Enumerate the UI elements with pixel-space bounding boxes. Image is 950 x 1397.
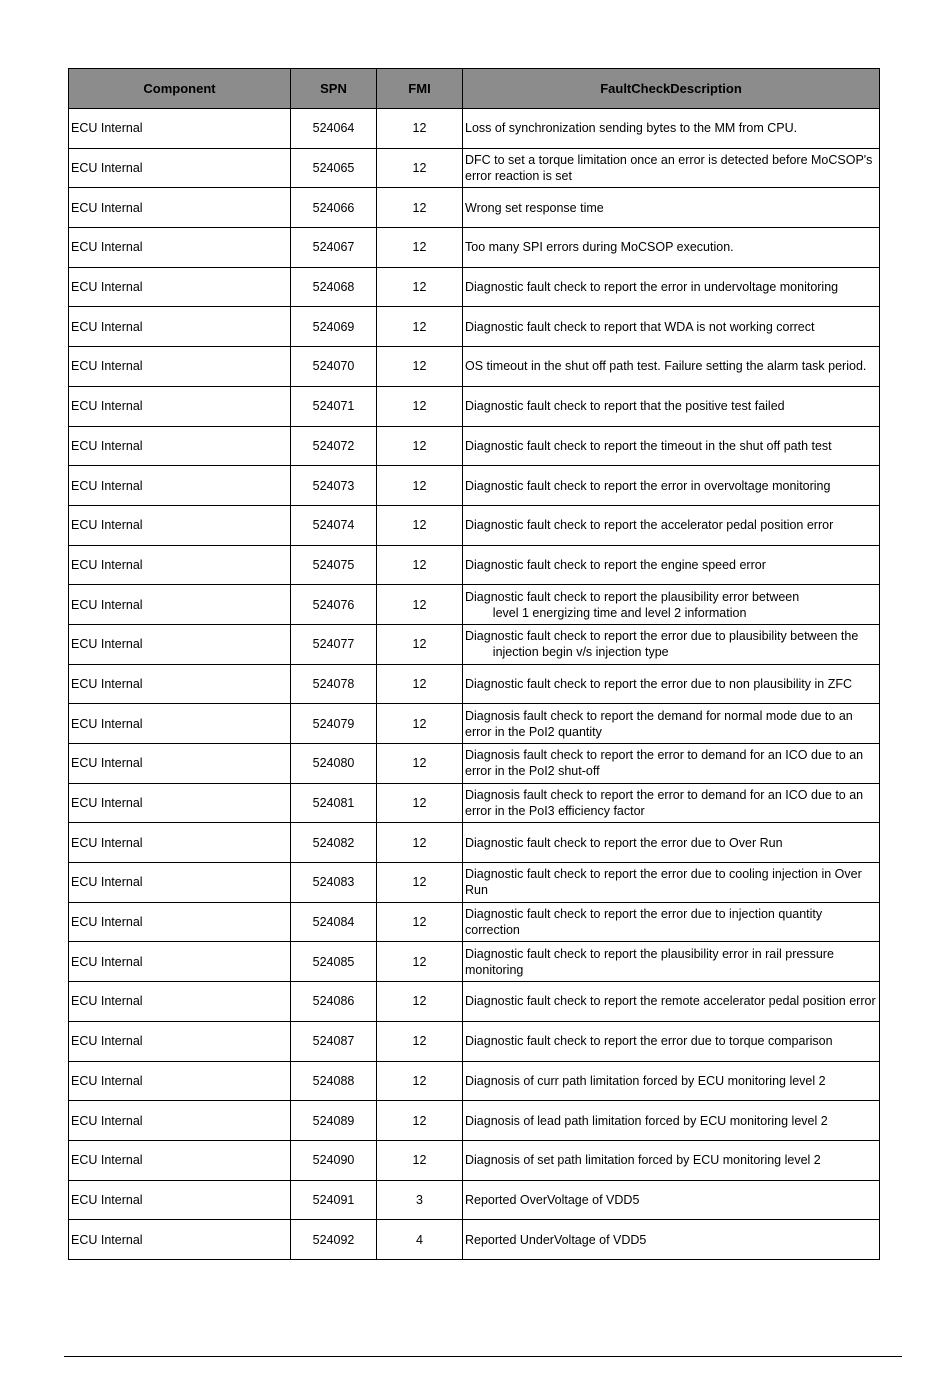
cell-description: Diagnostic fault check to report the error due to injection quantity correction <box>463 902 880 942</box>
cell-description: Diagnostic fault check to report the error due to torque comparison <box>463 1021 880 1061</box>
cell-fmi: 12 <box>377 545 463 585</box>
column-header-fmi: FMI <box>377 69 463 109</box>
cell-fmi: 12 <box>377 1140 463 1180</box>
cell-description: Diagnostic fault check to report the plausibility error in rail pressure monitoring <box>463 942 880 982</box>
cell-description: Diagnostic fault check to report the error due to cooling injection in Over Run <box>463 863 880 903</box>
table-row <box>69 1140 880 1180</box>
cell-spn: 524064 <box>291 109 377 149</box>
table-row <box>69 744 880 784</box>
cell-component: ECU Internal <box>69 228 291 268</box>
cell-component: ECU Internal <box>69 1220 291 1260</box>
table-row <box>69 783 880 823</box>
cell-spn: 524065 <box>291 148 377 188</box>
cell-spn: 524089 <box>291 1101 377 1141</box>
cell-description: Reported UnderVoltage of VDD5 <box>463 1220 880 1260</box>
cell-spn: 524071 <box>291 386 377 426</box>
cell-description: Diagnostic fault check to report the error due to plausibility between the injection begin v/s injection type <box>463 624 880 664</box>
cell-description: Diagnostic fault check to report that WDA is not working correct <box>463 307 880 347</box>
table-row <box>69 704 880 744</box>
cell-fmi: 12 <box>377 307 463 347</box>
cell-spn: 524066 <box>291 188 377 228</box>
cell-fmi: 12 <box>377 228 463 268</box>
column-header-spn: SPN <box>291 69 377 109</box>
fault-code-table-container <box>68 68 879 1260</box>
table-row <box>69 624 880 664</box>
cell-spn: 524072 <box>291 426 377 466</box>
cell-fmi: 12 <box>377 664 463 704</box>
table-row <box>69 148 880 188</box>
cell-fmi: 12 <box>377 109 463 149</box>
cell-spn: 524087 <box>291 1021 377 1061</box>
table-row <box>69 863 880 903</box>
table-row <box>69 267 880 307</box>
cell-fmi: 12 <box>377 744 463 784</box>
cell-spn: 524076 <box>291 585 377 625</box>
cell-spn: 524079 <box>291 704 377 744</box>
cell-fmi: 12 <box>377 505 463 545</box>
cell-description: Diagnostic fault check to report the error due to non plausibility in ZFC <box>463 664 880 704</box>
cell-component: ECU Internal <box>69 307 291 347</box>
cell-fmi: 12 <box>377 188 463 228</box>
cell-fmi: 12 <box>377 466 463 506</box>
cell-description: Wrong set response time <box>463 188 880 228</box>
table-row <box>69 426 880 466</box>
table-row <box>69 1101 880 1141</box>
cell-spn: 524084 <box>291 902 377 942</box>
cell-fmi: 12 <box>377 148 463 188</box>
cell-description: Diagnostic fault check to report that the positive test failed <box>463 386 880 426</box>
cell-component: ECU Internal <box>69 704 291 744</box>
table-row <box>69 228 880 268</box>
column-header-description: FaultCheckDescription <box>463 69 880 109</box>
cell-spn: 524070 <box>291 347 377 387</box>
cell-fmi: 12 <box>377 386 463 426</box>
cell-fmi: 12 <box>377 624 463 664</box>
cell-description: Diagnosis fault check to report the error to demand for an ICO due to an error in the PoI2 shut-off <box>463 744 880 784</box>
cell-description: Diagnostic fault check to report the error in overvoltage monitoring <box>463 466 880 506</box>
cell-description: OS timeout in the shut off path test. Failure setting the alarm task period. <box>463 347 880 387</box>
cell-description: Diagnostic fault check to report the error due to Over Run <box>463 823 880 863</box>
cell-description: Loss of synchronization sending bytes to the MM from CPU. <box>463 109 880 149</box>
cell-component: ECU Internal <box>69 1021 291 1061</box>
cell-component: ECU Internal <box>69 744 291 784</box>
cell-component: ECU Internal <box>69 1061 291 1101</box>
table-row <box>69 347 880 387</box>
cell-fmi: 12 <box>377 267 463 307</box>
cell-component: ECU Internal <box>69 466 291 506</box>
table-row <box>69 307 880 347</box>
table-row <box>69 1061 880 1101</box>
cell-description: Diagnostic fault check to report the remote accelerator pedal position error <box>463 982 880 1022</box>
cell-description: Diagnosis fault check to report the error to demand for an ICO due to an error in the PoI3 efficiency factor <box>463 783 880 823</box>
cell-fmi: 12 <box>377 942 463 982</box>
cell-fmi: 12 <box>377 347 463 387</box>
cell-fmi: 12 <box>377 863 463 903</box>
cell-fmi: 12 <box>377 426 463 466</box>
cell-fmi: 12 <box>377 585 463 625</box>
cell-description: Diagnostic fault check to report the timeout in the shut off path test <box>463 426 880 466</box>
table-body <box>69 109 880 1260</box>
cell-component: ECU Internal <box>69 1180 291 1220</box>
cell-description: Diagnostic fault check to report the error in undervoltage monitoring <box>463 267 880 307</box>
cell-component: ECU Internal <box>69 148 291 188</box>
table-row <box>69 1021 880 1061</box>
cell-spn: 524082 <box>291 823 377 863</box>
table-row <box>69 109 880 149</box>
cell-component: ECU Internal <box>69 585 291 625</box>
column-header-component: Component <box>69 69 291 109</box>
fault-code-table <box>68 68 880 1260</box>
cell-spn: 524083 <box>291 863 377 903</box>
cell-spn: 524069 <box>291 307 377 347</box>
cell-fmi: 12 <box>377 783 463 823</box>
table-row <box>69 664 880 704</box>
cell-spn: 524088 <box>291 1061 377 1101</box>
cell-fmi: 3 <box>377 1180 463 1220</box>
cell-component: ECU Internal <box>69 1101 291 1141</box>
table-header-row <box>69 69 880 109</box>
table-row <box>69 545 880 585</box>
cell-spn: 524091 <box>291 1180 377 1220</box>
cell-component: ECU Internal <box>69 109 291 149</box>
cell-description: Diagnosis of lead path limitation forced by ECU monitoring level 2 <box>463 1101 880 1141</box>
cell-component: ECU Internal <box>69 664 291 704</box>
cell-spn: 524092 <box>291 1220 377 1260</box>
cell-description: Reported OverVoltage of VDD5 <box>463 1180 880 1220</box>
cell-spn: 524086 <box>291 982 377 1022</box>
cell-component: ECU Internal <box>69 188 291 228</box>
table-row <box>69 902 880 942</box>
cell-fmi: 12 <box>377 1021 463 1061</box>
cell-description: Diagnosis of set path limitation forced by ECU monitoring level 2 <box>463 1140 880 1180</box>
cell-spn: 524090 <box>291 1140 377 1180</box>
cell-fmi: 4 <box>377 1220 463 1260</box>
cell-spn: 524073 <box>291 466 377 506</box>
cell-spn: 524067 <box>291 228 377 268</box>
cell-description: Diagnosis fault check to report the demand for normal mode due to an error in the PoI2 quantity <box>463 704 880 744</box>
cell-spn: 524078 <box>291 664 377 704</box>
table-row <box>69 1220 880 1260</box>
cell-fmi: 12 <box>377 704 463 744</box>
footer-divider <box>64 1356 902 1357</box>
cell-spn: 524080 <box>291 744 377 784</box>
cell-spn: 524081 <box>291 783 377 823</box>
cell-fmi: 12 <box>377 1101 463 1141</box>
cell-fmi: 12 <box>377 1061 463 1101</box>
cell-component: ECU Internal <box>69 505 291 545</box>
cell-description: Diagnostic fault check to report the engine speed error <box>463 545 880 585</box>
cell-component: ECU Internal <box>69 347 291 387</box>
cell-component: ECU Internal <box>69 624 291 664</box>
table-row <box>69 466 880 506</box>
cell-component: ECU Internal <box>69 267 291 307</box>
table-row <box>69 505 880 545</box>
cell-spn: 524075 <box>291 545 377 585</box>
cell-component: ECU Internal <box>69 823 291 863</box>
cell-fmi: 12 <box>377 823 463 863</box>
table-row <box>69 188 880 228</box>
table-row <box>69 823 880 863</box>
cell-fmi: 12 <box>377 902 463 942</box>
cell-component: ECU Internal <box>69 545 291 585</box>
cell-component: ECU Internal <box>69 783 291 823</box>
cell-fmi: 12 <box>377 982 463 1022</box>
cell-description: Diagnostic fault check to report the plausibility error between level 1 energizing time and level 2 information <box>463 585 880 625</box>
table-row <box>69 386 880 426</box>
cell-component: ECU Internal <box>69 863 291 903</box>
cell-component: ECU Internal <box>69 902 291 942</box>
cell-description: DFC to set a torque limitation once an error is detected before MoCSOP's error reaction is set <box>463 148 880 188</box>
table-row <box>69 982 880 1022</box>
cell-description: Diagnosis of curr path limitation forced by ECU monitoring level 2 <box>463 1061 880 1101</box>
cell-spn: 524077 <box>291 624 377 664</box>
cell-description: Too many SPI errors during MoCSOP execution. <box>463 228 880 268</box>
table-row <box>69 585 880 625</box>
table-row <box>69 1180 880 1220</box>
cell-component: ECU Internal <box>69 982 291 1022</box>
cell-component: ECU Internal <box>69 386 291 426</box>
cell-spn: 524074 <box>291 505 377 545</box>
cell-spn: 524085 <box>291 942 377 982</box>
cell-component: ECU Internal <box>69 1140 291 1180</box>
cell-component: ECU Internal <box>69 426 291 466</box>
cell-spn: 524068 <box>291 267 377 307</box>
cell-description: Diagnostic fault check to report the accelerator pedal position error <box>463 505 880 545</box>
cell-component: ECU Internal <box>69 942 291 982</box>
table-row <box>69 942 880 982</box>
